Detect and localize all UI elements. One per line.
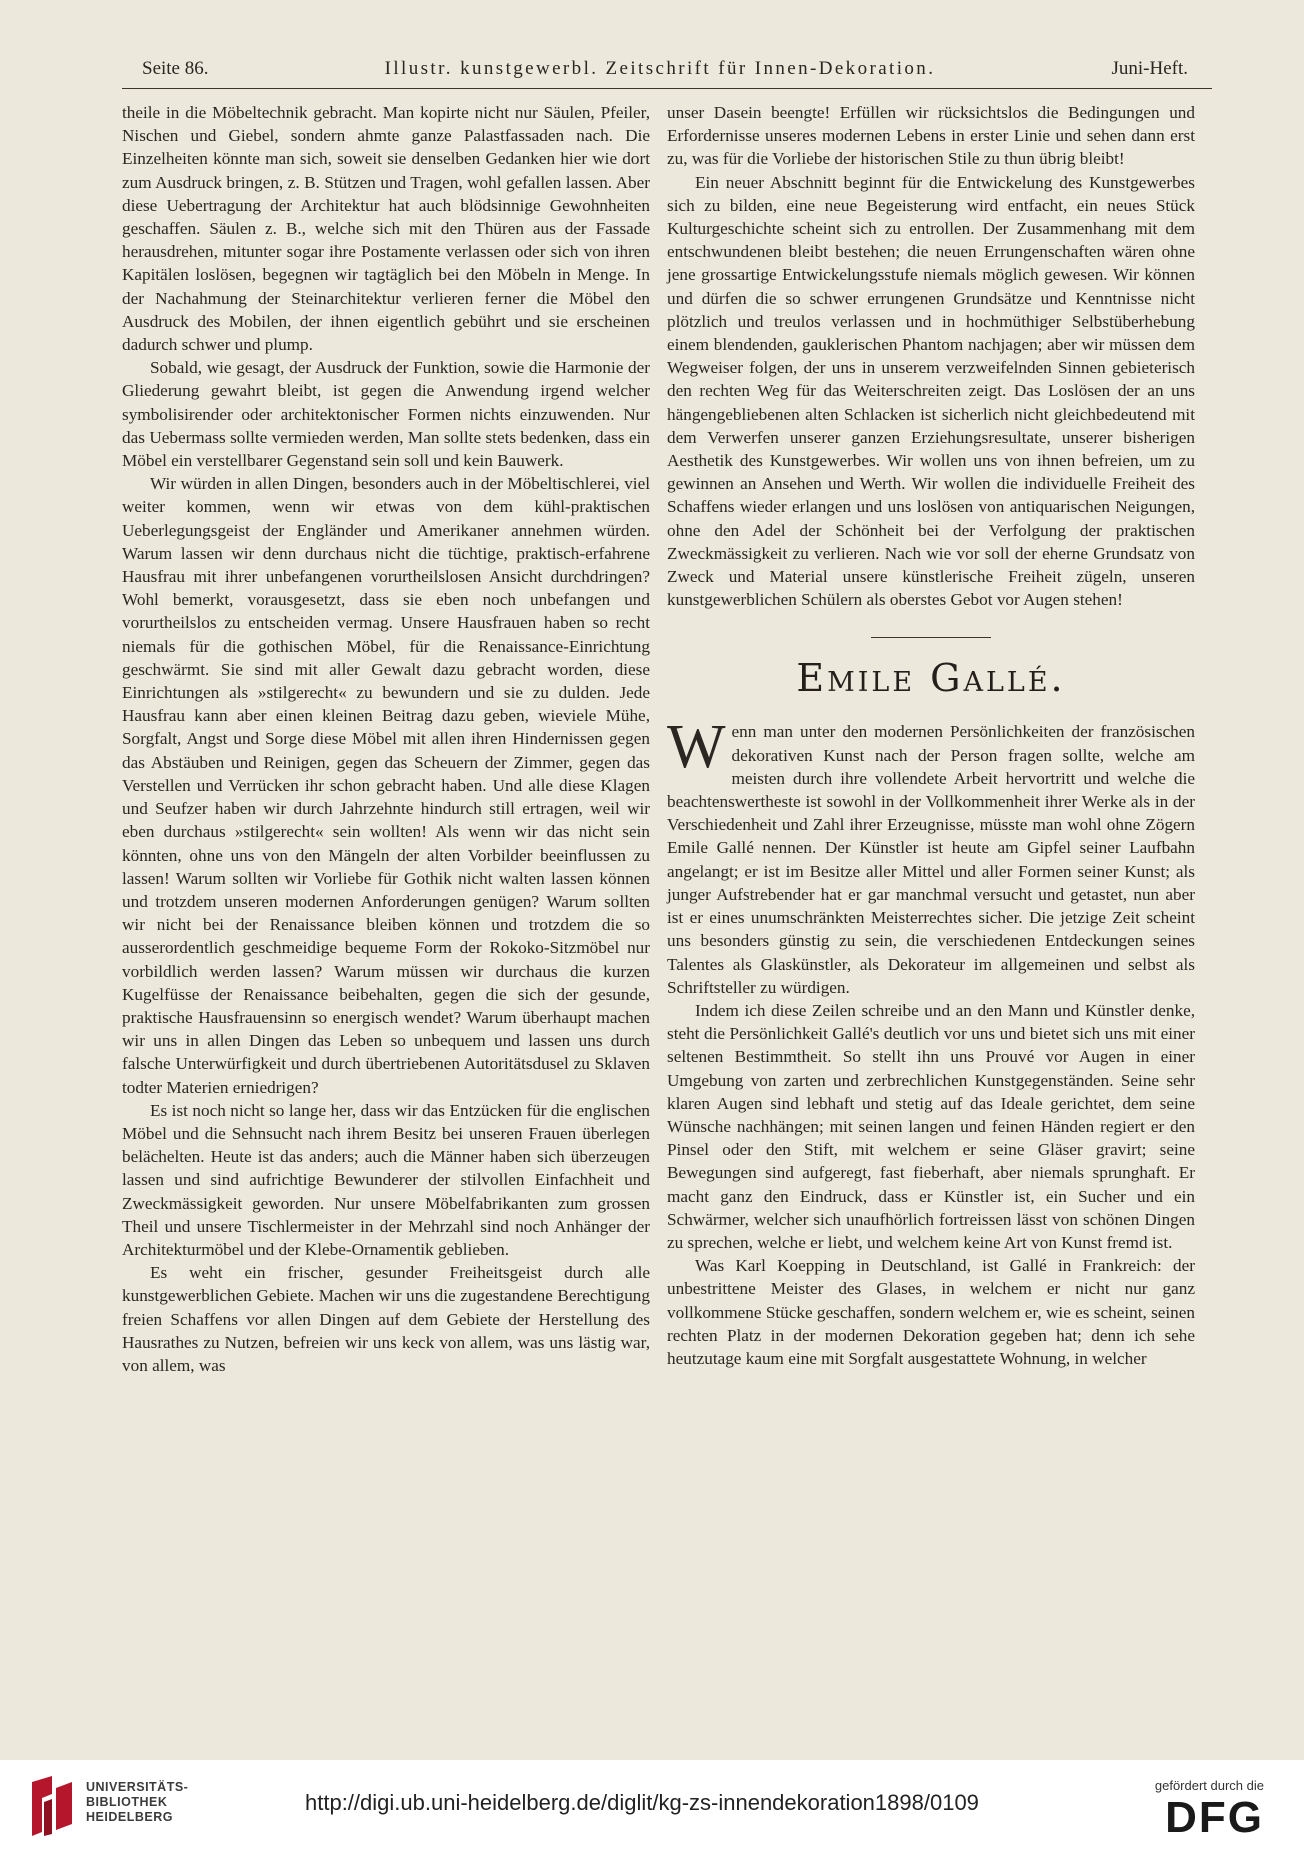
paragraph: theile in die Möbeltechnik gebracht. Man kopirte nicht nur Säulen, Pfeiler, Nischen und Giebel, sondern ahmte ganze Palastfassaden nach. Die Einzelheiten könnte man sich, soweit sie denselben Gedanken hier wie dort zum Ausdruck bringen, z. B. Stützen und Tragen, wohl gefallen lassen. Aber diese Uebertragung der Architektur hat auch blödsinnige Gewohnheiten geschaffen. Säulen z. B., welche sich mit den Thüren aus der Fassade herausdrehen, mitunter sogar ihre Postamente verlassen oder sich von ihren Kapitälen loslösen, begegnen wir tagtäglich bei den Möbeln in Menge. In der Nachahmung der Steinarchitektur verlieren ferner die Möbel den Ausdruck des Mobilen, der ihnen eigentlich gebührt und sie erscheinen dadurch schwer und plump. [122, 103, 650, 355]
library-name: UNIVERSITÄTS- BIBLIOTHEK HEIDELBERG [86, 1780, 189, 1824]
first-paragraph-text: enn man unter den modernen Persönlichkeiten der französischen dekorativen Kunst nach der Person fragen sollte, welche am meisten durch ihre vollendete Arbeit hervortritt und welche die beachtenswertheste ist sowohl in der Vollkommenheit ihrer Werke als in der Verschiedenheit und Zahl ihrer Erzeugnisse, müsste man wohl ohne Zögern Emile Gallé nennen. Der Künstler ist heute am Gipfel seiner Laufbahn angelangt; er ist im Besitze aller Mittel und aller Formen seiner Kunst; als junger Aufstrebender hat er gar manchmal versucht und getastet, nun aber ist er eines unumschränkten Meisterrechtes sicher. Die jetzige Zeit scheint uns besonders günstig zu sein, die verschiedenen Entdeckungen seines Talentes als Glaskünstler, als Dekorateur im allgemeinen und selbst als Schriftsteller zu würdigen. [667, 722, 1195, 997]
issue-label: Juni-Heft. [1111, 58, 1188, 79]
university-library-logo-icon [28, 1774, 76, 1838]
drop-cap: W [667, 713, 726, 782]
paragraph: Es ist noch nicht so lange her, dass wir das Entzücken für die englischen Möbel und die Sehnsucht nach ihrem Besitz bei unseren Frauen überlegen belächelten. Heute ist das anders; auch die Männer haben sich überzeugen lassen und sind aufrichtige Bewunderer der stilvollen Einfachheit und Zweckmässigkeit geworden. Nur unsere Möbelfabrikanten zum grossen Theil und unsere Tischlermeister in der Mehrzahl sind noch Anhänger der Architekturmöbel und der Klebe-Ornamentik geblieben. [122, 1100, 650, 1259]
running-header [142, 58, 1188, 80]
paragraph: Sobald, wie gesagt, der Ausdruck der Funktion, sowie die Harmonie der Gliederung gewahrt bleibt, ist gegen die Anwendung irgend welcher symbolisirender oder architektonischer Formen nichts einzuwenden. Nur das Uebermass sollte vermieden werden, Man sollte stets bedenken, dass ein Möbel ein verstellbarer Gegenstand sein soll und kein Bauwerk. [122, 358, 650, 471]
left-column [122, 101, 650, 1377]
paragraph: Indem ich diese Zeilen schreibe und an den Mann und Künstler denke, steht die Persönlichkeit Gallé's deutlich vor uns und bietet sich uns mit einer seltenen Bestimmtheit. So stellt ihn uns Prouvé vor Augen in einer Umgebung von zarten und zerbrechlichen Kunstgegenständen. Seine sehr klaren Augen sind lebhaft und stetig auf das Ideale gerichtet, dem seine Wünsche nachhängen; mit seinen langen und feinen Händen regiert er den Pinsel oder den Stift, mit welchem er seine Gläser gravirt; seine Bewegungen sind aufgeregt, fast fieberhaft, aber niemals sprunghaft. Er macht ganz den Eindruck, dass er Künstler ist, ein Sucher und ein Schwärmer, welcher sich unaufhörlich fortreissen lässt von schönen Dingen zu sprechen, welche er liebt, und welchem keine Art von Kunst fremd ist. [667, 1000, 1195, 1252]
page-number: Seite 86. [142, 58, 209, 79]
article-title: Emile Gallé. [796, 656, 1066, 701]
funding-note: gefördert durch die [1154, 1778, 1264, 1793]
paragraph: Es weht ein frischer, gesunder Freiheitsgeist durch alle kunstgewerblichen Gebiete. Machen wir uns die zugestandene Berechtigung freien Schaffens vor allen Dingen auf dem Gebiete der Herstellung des Hausrathes zu Nutzen, befreien wir uns keck von allem, was uns lästig war, von allem, was [122, 1263, 650, 1375]
paragraph: Wir würden in allen Dingen, besonders auch in der Möbeltischlerei, viel weiter kommen, wenn wir etwas von dem kühl-praktischen Ueberlegungsgeist der Engländer und Amerikaner annehmen würden. Warum lassen wir denn durchaus nicht die tüchtige, praktisch-erfahrene Hausfrau mit ihrer unbefangenen vorurtheilslosen Ansicht durchdringen? Wohl bemerkt, vorausgesetzt, dass sie eben noch unbefangen und vorurtheilslos zu entscheiden vermag. Unsere Hausfrauen haben so recht niemals für die gothischen Möbel, für die Renaissance-Einrichtung geschwärmt. Sie sind mit aller Gewalt dazu gebracht worden, diese Einrichtungen als »stilgerecht« zu bewundern und sie zu dulden. Jede Hausfrau kann aber einen kleinen Beitrag dazu geben, wieviele Mühe, Sorgfalt, Angst und Sorge diese Möbel mit allen ihren Hindernissen gegen das Abstäuben und Reinigen, gegen das Scheuern der Zimmer, gegen das Verstellen und Verrücken ihr schon gebracht haben. Und alle diese Klagen und Seufzer haben wir durch Jahrzehnte hindurch still ertragen, weil wir eben durchaus »stilgerecht« sein wollten! Als wenn wir das nicht sein könnten, ohne uns von den Mängeln der alten Vorbilder beeinflussen zu lassen! Warum sollten wir Vorliebe für Gothik nicht walten lassen können und trotzdem unseren modernen Anforderungen genügen? Warum sollten wir nicht bei der Renaissance bleiben können und trotzdem die so ausserordentlich geschmeidige bequeme Form der Rokoko-Sitzmöbel nur vorbildlich werden lassen? Warum müssen wir durchaus die kurzen Kugelfüsse der Renaissance beibehalten, gegen die sich der gesunde, praktische Hausfrauensinn so energisch wendet? Warum überhaupt machen wir uns in allen Dingen das Leben so unbequem und lassen uns durch falsche Unterwürfigkeit und durch übertriebenen Autoritätsdusel zu Sklaven todter Materien erniedrigen? [122, 474, 650, 1097]
dfg-logo: DFG [1165, 1793, 1264, 1842]
journal-title: Illustr. kunstgewerbl. Zeitschrift für Innen-Dekoration. [384, 58, 936, 79]
paragraph: Was Karl Koepping in Deutschland, ist Gallé in Frankreich: der unbestrittene Meister des Glases, in welchem er nicht nur ganz vollkommene Stücke geschaffen, sondern welchem er, wie es scheint, seinen rechten Platz in der modernen Dekoration gegeben hat; denn ich sehe heutzutage kaum eine mit Sorgfalt ausgestattete Wohnung, in welcher [667, 1256, 1195, 1368]
paragraph: Ein neuer Abschnitt beginnt für die Entwickelung des Kunstgewerbes sich zu bilden, eine neue Begeisterung wird entfacht, ein neues Stück Kulturgeschichte scheint sich zu entrollen. Der Zusammenhang mit dem entschwundenen bleibt bestehen; die neuen Errungenschaften wären ohne jene grossartige Entwickelungsstufe niemals möglich gewesen. Wir können und dürfen die so schwer errungenen Grundsätze und Kenntnisse nicht plötzlich und treulos verlassen und in hochmüthiger Selbstüberhebung einem blendenden, gauklerischen Phantom nachjagen; aber wir müssen dem Wegweiser folgen, der uns in unserem verzweifelnden Sinnen gebieterisch den rechten Weg für das Weiterschreiten zeigt. Das Loslösen der an uns hängengebliebenen alten Schlacken ist sicherlich nicht gleichbedeutend mit dem Verwerfen unserer ganzen Erziehungsresultate, unserer bisherigen Aesthetik des Kunstgewerbes. Wir wollen uns von ihnen befreien, um zu gewinnen an Ansehen und Werth. Wir wollen die individuelle Freiheit des Schaffens wieder erlangen und uns loslösen von antiquarischen Neigungen, ohne den Adel der Schönheit bei der Verfolgung der praktischen Zweckmässigkeit zu verlieren. Nach wie vor soll der eherne Grundsatz von Zweck und Material unsere künstlerische Freiheit zügeln, unseren kunstgewerblichen Schülern als oberstes Gebot vor Augen stehen! [667, 172, 1195, 610]
right-column [667, 101, 1195, 1370]
section-divider [871, 637, 991, 638]
paragraph: unser Dasein beengte! Erfüllen wir rücksichtslos die Bedingungen und Erfordernisse unseres modernen Lebens in erster Linie und sehen dann erst zu, was für die Vorliebe der historischen Stile zu thun übrig bleibt! [667, 103, 1195, 169]
header-rule [122, 88, 1212, 89]
permalink-url[interactable]: http://digi.ub.uni-heidelberg.de/diglit/kg-zs-innendekoration1898/0109 [305, 1790, 979, 1815]
digitization-footer [0, 1760, 1304, 1850]
article-first-paragraph [667, 713, 1195, 998]
